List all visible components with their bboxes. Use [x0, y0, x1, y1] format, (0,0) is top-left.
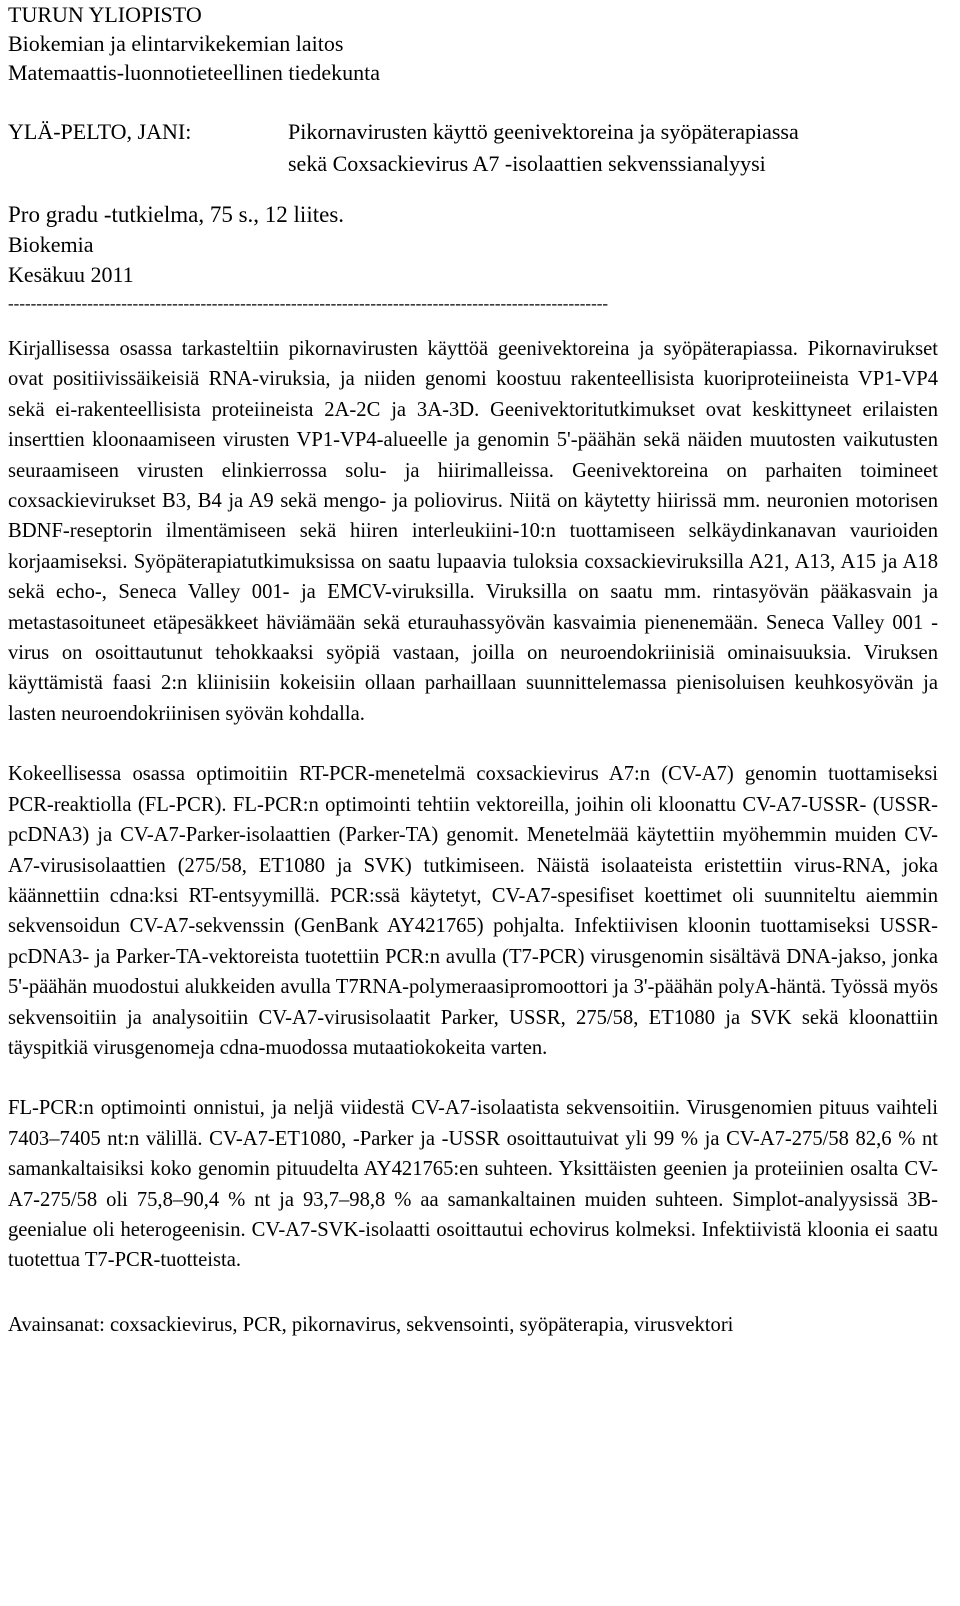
thesis-title-line-2: sekä Coxsackievirus A7 -isolaattien sekvenssianalyysi: [288, 151, 766, 176]
keywords-line: Avainsanat: coxsackievirus, PCR, pikornavirus, sekvensointi, syöpäterapia, virusvektori: [8, 1313, 734, 1336]
faculty-name: Matemaattis-luonnotieteellinen tiedekunta: [8, 60, 381, 85]
separator-line: ----------------------------------------------------------------------------------------------------------: [8, 294, 609, 313]
abstract-paragraph-1: Kirjallisessa osassa tarkasteltiin pikornavirusten käyttöä geenivektoreina ja syöpäterapiassa. Pikornavirukset ovat positiivissäikeisiä RNA-viruksia, ja niiden genomi koostuu rakenteellisista kuoriproteiineista VP1-VP4 sekä ei-rakenteellisista proteiineista 2A-2C ja 3A-3D. Geenivektoritutkimukset ovat keskittyneet erilaisten inserttien kloonaamiseen virusten VP1-VP4-alueelle ja genomin 5'-päähän sekä näiden muutosten vaikutusten seuraamiseen virusten elinkierrossa solu- ja hiirimalleissa. Geenivektoreina on parhaiten toimineet coxsackievirukset B3, B4 ja A9 sekä mengo- ja poliovirus. Niitä on käytetty hiirissä mm. neuronien motorisen BDNF-reseptorin ilmentämiseen sekä hiiren interleukiini-10:n tuottamiseen selkäydinkanavan vaurioiden korjaamiseksi. Syöpäterapiatutkimuksissa on saatu lupaavia tuloksia coxsackieviruksilla A21, A13, A15 ja A18 sekä echo-, Seneca Valley 001- ja EMCV-viruksilla. Viruksilla on saatu mm. rintasyövän pääkasvain ja metastasoituneet etäpesäkkeet häviämään sekä eturauhassyövän kasvaimia pienenemään. Seneca Valley 001 -virus on osoittautunut tehokkaaksi syöpiä vastaan, joilla on neuroendokriinisiä ominaisuuksia. Viruksen käyttämistä faasi 2:n kliinisiin kokeisiin ollaan parhaillaan suunnittelemassa pienisoluisen keuhkosyövän ja lasten neuroendokriinisen syövän kohdalla.: [8, 338, 938, 725]
author-name: YLÄ-PELTO, JANI:: [8, 119, 192, 144]
thesis-subject: Biokemia: [8, 232, 94, 257]
thesis-type: Pro gradu -tutkielma, 75 s., 12 liites.: [8, 202, 345, 227]
thesis-title-line-1: Pikornavirusten käyttö geenivektoreina ja syöpäterapiassa: [288, 119, 799, 144]
abstract-paragraph-2: Kokeellisessa osassa optimoitiin RT-PCR-menetelmä coxsackievirus A7:n (CV-A7) genomin tuottamiseksi PCR-reaktiolla (FL-PCR). FL-PCR:n optimointi tehtiin vektoreilla, joihin oli kloonattu CV-A7-USSR- (USSR-pcDNA3) ja CV-A7-Parker-isolaattien (Parker-TA) genomit. Menetelmää käytettiin myöhemmin muiden CV-A7-virusisolaattien (275/58, ET1080 ja SVK) tutkimiseen. Näistä isolaateista eristettiin virus-RNA, joka käännettiin cdna:ksi RT-entsyymillä. PCR:ssä käytetyt, CV-A7-spesifiset koettimet oli suunniteltu aiemmin sekvensoidun CV-A7-sekvenssin (GenBank AY421765) pohjalta. Infektiivisen kloonin tuottamiseksi USSR-pcDNA3- ja Parker-TA-vektoreista tuotettiin PCR:n avulla (T7-PCR) virusgenomin sisältävä DNA-jakso, jonka 5'-päähän muodostui alukkeiden avulla T7RNA-polymeraasipromoottori ja 3'-päähän polyA-häntä. Työssä myös sekvensoitiin ja analysoitiin CV-A7-virusisolaatit Parker, USSR, 275/58, ET1080 ja SVK sekä kloonattiin täyspitkiä virusgenomeja cdna-muodossa mutaatiokokeita varten.: [8, 763, 938, 1059]
thesis-title: [288, 116, 799, 180]
document-page: [8, 0, 938, 1340]
department-name: Biokemian ja elintarvikekemian laitos: [8, 31, 344, 56]
thesis-date: Kesäkuu 2011: [8, 262, 134, 287]
thesis-meta: [8, 200, 938, 290]
abstract-paragraph-3: FL-PCR:n optimointi onnistui, ja neljä viidestä CV-A7-isolaatista sekvensoitiin. Virusgenomien pituus vaihteli 7403–7405 nt:n välillä. CV-A7-ET1080, -Parker ja -USSR osoittautuivat yli 99 % ja CV-A7-275/58 82,6 % nt samankaltaisiksi koko genomin pituudelta AY421765:en suhteen. Yksittäisten geenien ja proteiinien osalta CV-A7-275/58 oli 75,8–90,4 % nt ja 93,7–98,8 % aa samankaltainen muiden suhteen. Simplot-analyysissä 3B-geenialue oli heterogeenisin. CV-A7-SVK-isolaatti osoittautui echovirus kolmeksi. Infektiivistä kloonia ei saatu tuotettua T7-PCR-tuotteista.: [8, 1097, 938, 1272]
author-title-block: [8, 116, 938, 180]
university-name: TURUN YLIOPISTO: [8, 2, 202, 27]
